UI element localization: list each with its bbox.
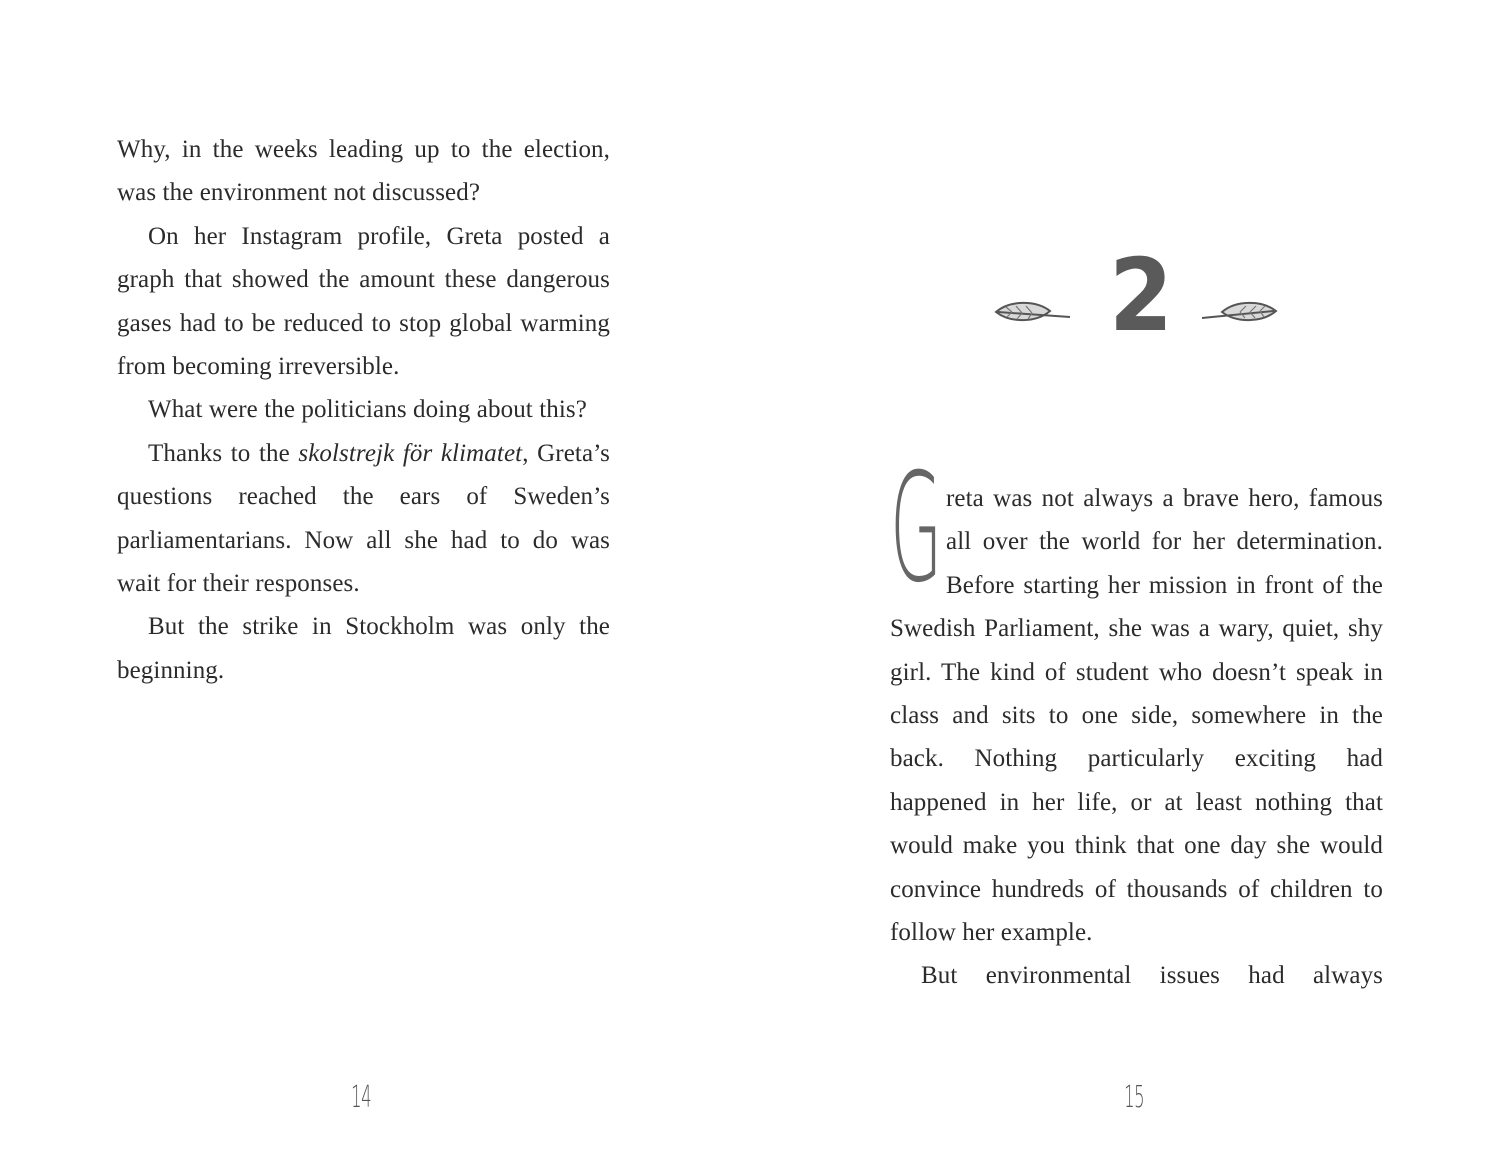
page-number-right: 15	[1124, 1080, 1145, 1115]
paragraph-environmental-issues: But environmental issues had always	[921, 962, 1383, 990]
skolstrejk-rest: , Greta’s questions reached the ears of Sweden’s parliamentarians. Now all she had to do was wait for their responses.	[117, 439, 611, 598]
skolstrejk-italic: skolstrejk för klimatet	[298, 439, 523, 467]
paragraph-politicians-question: What were the politicians doing about this?	[148, 396, 587, 424]
paragraph-strike-beginning: But the strike in Stockholm was only the beginning.	[117, 613, 610, 684]
greta-intro-text: reta was not always a brave hero, famous all over the world for her determination. Before starting her mission in front of the Swedish Parliament, she was a wary, quiet, shy girl. The kind of student who doesn’t speak in class and sits to one side, somewhere in the back. Nothing particularly exciting had happened in her life, or at least nothing that would make you think that one day she would convince hundreds of thousands of children to follow her example.	[890, 485, 1383, 947]
left-page-body	[117, 128, 610, 692]
right-page-body	[890, 442, 1383, 998]
chapter-number: 2	[1108, 237, 1174, 354]
skolstrejk-lead: Thanks to the	[148, 439, 299, 467]
right-page	[890, 0, 1383, 1160]
drop-cap: G	[890, 442, 943, 616]
paragraph-greta-intro	[890, 442, 1383, 954]
paragraph-skolstrejk	[117, 432, 610, 606]
page-number-left: 14	[351, 1080, 372, 1115]
paragraph-election-question: Why, in the weeks leading up to the election, was the environment not discussed?	[117, 136, 610, 207]
paragraph-instagram-graph: On her Instagram profile, Greta posted a graph that showed the amount these dangerous gases had to be reduced to stop global warming from becoming irreversible.	[117, 222, 610, 381]
